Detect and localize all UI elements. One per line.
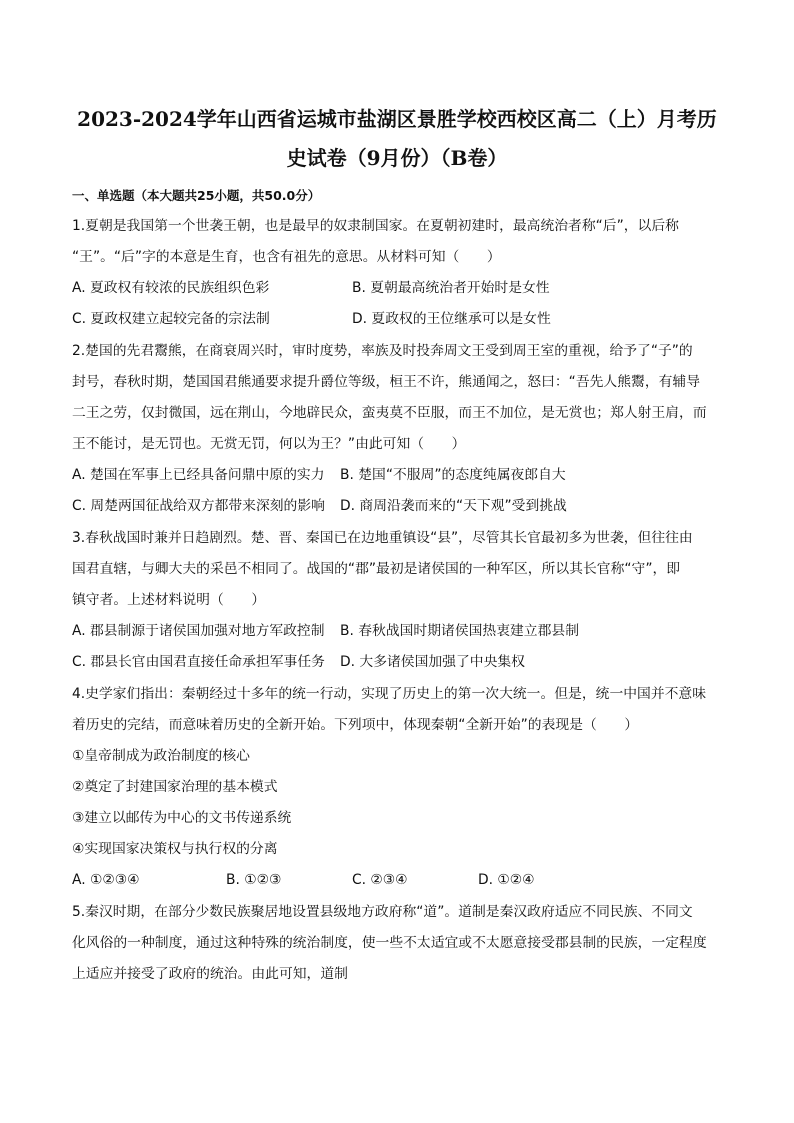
question-2-option-a: A. 楚国在军事上已经具备问鼎中原的实力 — [72, 467, 325, 483]
question-1-line-1: 1.夏朝是我国第一个世袭王朝，也是最早的奴隶制国家。在夏朝初建时，最高统治者称“后”，以后称 — [72, 218, 679, 234]
question-4-line-1: 4.史学家们指出：秦朝经过十多年的统一行动，实现了历史上的第一次大统一。但是，统一中国并不意味 — [72, 686, 707, 702]
question-3-option-b: B. 春秋战国时期诸侯国热衷建立郡县制 — [340, 623, 579, 639]
question-1-option-a: A. 夏政权有较浓的民族组织色彩 — [72, 280, 270, 296]
question-3-option-a: A. 郡县制源于诸侯国加强对地方军政控制 — [72, 623, 325, 639]
question-2-option-b: B. 楚国“不服周”的态度纯属夜郎自大 — [340, 467, 566, 483]
question-3-line-1: 3.春秋战国时兼并日趋剧烈。楚、晋、秦国已在边地重镇设“县”，尽管其长官最初多为世袭，但往往由 — [72, 530, 693, 546]
question-2-option-c: C. 周楚两国征战给双方都带来深刻的影响 — [72, 498, 325, 514]
question-1-option-c: C. 夏政权建立起较完备的宗法制 — [72, 311, 270, 327]
question-1-option-b: B. 夏朝最高统治者开始时是女性 — [352, 280, 550, 296]
question-4-option-a: A. ①②③④ — [72, 872, 140, 888]
question-3-option-c: C. 郡县长官由国君直接任命承担军事任务 — [72, 654, 325, 670]
question-4-item-3: ③建立以邮传为中心的文书传递系统 — [72, 810, 292, 826]
question-2-line-2: 封号，春秋时期，楚国国君熊通要求提升爵位等级，桓王不许，熊通闻之，怒曰：“吾先人熊鬻，有辅导 — [72, 374, 701, 390]
question-2-line-3: 二王之劳，仅封微国，远在荆山，今地辟民众，蛮夷莫不臣服，而王不加位，是无赏也；郑人射王肩，而 — [72, 405, 707, 421]
question-3-line-2: 国君直辖，与卿大夫的采邑不相同了。战国的“郡”最初是诸侯国的一种军区，所以其长官称“守”，即 — [72, 561, 681, 577]
document-title-line-2: 史试卷（9月份）（B卷） — [286, 146, 508, 170]
document-title-line-1: 2023-2024学年山西省运城市盐湖区景胜学校西校区高二（上）月考历 — [77, 107, 717, 131]
question-5-line-2: 化风俗的一种制度，通过这种特殊的统治制度，使一些不太适宜或不太愿意接受郡县制的民族，一定程度 — [72, 935, 707, 951]
question-5-line-1: 5.秦汉时期，在部分少数民族聚居地设置县级地方政府称“道”。道制是秦汉政府适应不同民族、不同文 — [72, 904, 693, 920]
question-4-option-b: B. ①②③ — [226, 872, 282, 888]
question-3-option-d: D. 大多诸侯国加强了中央集权 — [340, 654, 525, 670]
question-4-option-d: D. ①②④ — [478, 872, 535, 888]
question-1-line-2: “王”。“后”字的本意是生育，也含有祖先的意思。从材料可知（ ） — [72, 249, 501, 265]
question-3-line-3: 镇守者。上述材料说明（ ） — [72, 592, 266, 608]
question-2-line-4: 王不能讨，是无罚也。无赏无罚，何以为王？”由此可知（ ） — [72, 436, 466, 452]
question-2-option-d: D. 商周沿袭而来的“天下观”受到挑战 — [340, 498, 567, 514]
question-4-item-2: ②奠定了封建国家治理的基本模式 — [72, 779, 278, 795]
question-4-line-2: 着历史的完结，而意味着历史的全新开始。下列项中，体现秦朝“全新开始”的表现是（ ） — [72, 717, 639, 733]
question-4-option-c: C. ②③④ — [352, 872, 408, 888]
question-5-line-3: 上适应并接受了政府的统治。由此可知，道制 — [72, 966, 348, 982]
question-1-option-d: D. 夏政权的王位继承可以是女性 — [352, 311, 551, 327]
question-4-item-4: ④实现国家决策权与执行权的分离 — [72, 841, 278, 857]
question-4-item-1: ①皇帝制成为政治制度的核心 — [72, 748, 250, 764]
question-2-line-1: 2.楚国的先君鬻熊，在商衰周兴时，审时度势，率族及时投奔周文王受到周王室的重视，给予了“子”的 — [72, 343, 693, 359]
section-heading: 一、单选题（本大题共25小题，共50.0分） — [72, 188, 321, 203]
